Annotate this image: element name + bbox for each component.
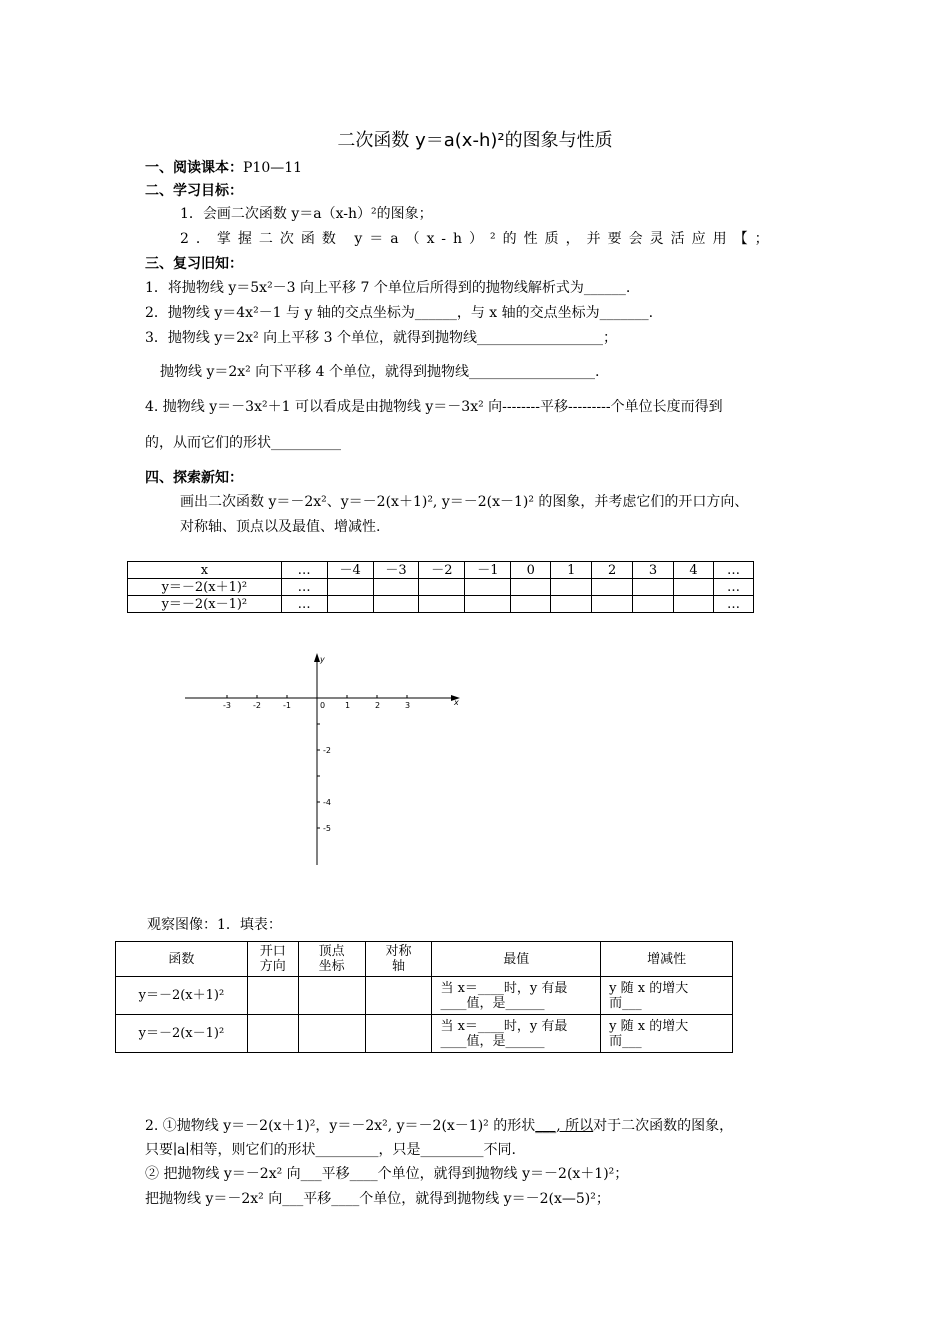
section-explore-label: 四、探索新知： <box>145 470 243 486</box>
x-tick-label: 2 <box>375 701 381 710</box>
y-axis-label: y <box>320 655 325 664</box>
cell: … <box>281 562 327 579</box>
explore-2: 对称轴、顶点以及最值、增减性. <box>180 519 381 535</box>
cell[interactable] <box>511 579 551 596</box>
goal-2: 2．掌握二次函数 y＝a（x-h）²的性质，并要会灵活应用【； <box>180 231 776 247</box>
y-tick-label: -2 <box>323 746 331 755</box>
table-row <box>116 977 733 1015</box>
section-review-label: 三、复习旧知： <box>145 256 243 272</box>
cell[interactable] <box>633 596 674 613</box>
header-line: 开口 <box>259 944 286 959</box>
cell[interactable] <box>633 579 674 596</box>
origin-label: 0 <box>320 701 326 710</box>
part2-line-2: 只要∣a∣相等，则它们的形状_________，只是_________不同. <box>145 1142 516 1158</box>
cell[interactable] <box>551 579 592 596</box>
cell: 最值 <box>432 942 601 977</box>
table-row <box>128 596 754 613</box>
cell: y＝－2(x－1)² <box>116 1015 248 1053</box>
cell-line: 而___ <box>609 995 642 1011</box>
review-4a: 4. 抛物线 y＝－3x²＋1 可以看成是由抛物线 y＝－3x² 向--------平移---------个单位长度而得到 <box>145 399 723 415</box>
table-row <box>116 1015 733 1053</box>
cell: y＝－2(x－1)² <box>128 596 282 613</box>
cell[interactable] <box>419 579 465 596</box>
x-tick-label: -3 <box>223 701 231 710</box>
page-title: 二次函数 y＝a(x-h)²的图象与性质 <box>337 130 613 151</box>
part2-line-1 <box>145 1115 733 1135</box>
cell[interactable] <box>551 596 592 613</box>
cell-line: 而___ <box>609 1033 642 1049</box>
x-axis-label: x <box>454 698 459 707</box>
cell[interactable] <box>601 977 733 1015</box>
cell[interactable] <box>365 977 432 1015</box>
part2-text: 2. ①抛物线 y＝－2(x＋1)²，y＝－2x², y＝－2(x－1)² 的形状 <box>145 1118 536 1134</box>
header-line: 坐标 <box>318 959 345 974</box>
cell[interactable] <box>373 596 419 613</box>
cell[interactable] <box>592 579 633 596</box>
x-tick-label: 1 <box>345 701 351 710</box>
x-tick-label: -2 <box>253 701 261 710</box>
section-label: 一、阅读课本： <box>145 160 243 176</box>
cell[interactable] <box>592 596 633 613</box>
cell[interactable] <box>465 579 511 596</box>
cell: 2 <box>592 562 633 579</box>
part2-text: 对于二次函数的图象， <box>593 1118 734 1134</box>
header-line: 对称 <box>385 944 412 959</box>
cell-line: y 随 x 的增大 <box>609 1018 689 1034</box>
goal-1: 1．会画二次函数 y＝a（x-h）²的图象； <box>180 206 433 222</box>
cell: … <box>281 596 327 613</box>
value-table <box>127 561 754 613</box>
property-table <box>115 941 733 1053</box>
cell[interactable] <box>298 977 365 1015</box>
part2-line-3: ② 把抛物线 y＝－2x² 向___平移____个单位，就得到抛物线 y＝－2(x＋1)²； <box>145 1166 629 1182</box>
header-line: 方向 <box>259 959 286 974</box>
cell: … <box>713 596 753 613</box>
part2-line-4: 把抛物线 y＝－2x² 向___平移____个单位，就得到抛物线 y＝－2(x—5)²； <box>145 1191 610 1207</box>
part2-underlined: ___, 所以 <box>535 1118 594 1134</box>
value-table-header <box>128 562 754 579</box>
cell[interactable] <box>432 1015 601 1053</box>
review-1: 1．将抛物线 y＝5x²－3 向上平移 7 个单位后所得到的抛物线解析式为______. <box>145 280 631 296</box>
cell[interactable] <box>601 1015 733 1053</box>
y-tick-label: -5 <box>323 824 331 833</box>
review-3b: 抛物线 y＝2x² 向下平移 4 个单位，就得到抛物线__________________. <box>160 364 600 380</box>
cell: 3 <box>633 562 674 579</box>
header-line: 轴 <box>391 959 405 974</box>
cell: … <box>713 562 753 579</box>
cell: 0 <box>511 562 551 579</box>
section-goals-label: 二、学习目标： <box>145 183 243 199</box>
cell[interactable] <box>373 579 419 596</box>
cell: 增减性 <box>601 942 733 977</box>
cell: … <box>281 579 327 596</box>
cell[interactable] <box>298 1015 365 1053</box>
x-tick-label: 3 <box>405 701 411 710</box>
cell[interactable] <box>327 596 373 613</box>
review-3: 3．抛物线 y＝2x² 向上平移 3 个单位，就得到抛物线__________________； <box>145 330 617 346</box>
review-4b: 的，从而它们的形状__________ <box>145 435 341 451</box>
cell[interactable] <box>365 1015 432 1053</box>
cell[interactable] <box>465 596 511 613</box>
cell: －4 <box>327 562 373 579</box>
cell: －3 <box>373 562 419 579</box>
cell[interactable] <box>674 579 714 596</box>
cell: y＝－2(x＋1)² <box>116 977 248 1015</box>
cell-line: ____值，是______ <box>440 1033 545 1049</box>
cell <box>247 942 298 977</box>
table-row <box>128 579 754 596</box>
cell <box>298 942 365 977</box>
reading-pages: P10—11 <box>243 160 303 176</box>
cell[interactable] <box>247 977 298 1015</box>
y-tick-label: -4 <box>323 798 331 807</box>
observe-label: 观察图像：1．填表： <box>147 917 282 933</box>
cell-line: 当 x＝____时，y 有最 <box>440 1018 568 1034</box>
cell[interactable] <box>674 596 714 613</box>
cell <box>365 942 432 977</box>
explore-1: 画出二次函数 y＝－2x²、y＝－2(x＋1)², y＝－2(x－1)² 的图象，并考虑它们的开口方向、 <box>180 494 749 510</box>
cell: －1 <box>465 562 511 579</box>
cell[interactable] <box>247 1015 298 1053</box>
coordinate-axes <box>180 645 470 870</box>
header-line: 顶点 <box>318 944 345 959</box>
cell: … <box>713 579 753 596</box>
cell-line: 当 x＝____时，y 有最 <box>440 980 568 996</box>
cell: 函数 <box>116 942 248 977</box>
cell[interactable] <box>327 579 373 596</box>
cell: x <box>128 562 282 579</box>
property-table-header <box>116 942 733 977</box>
cell: －2 <box>419 562 465 579</box>
review-2: 2．抛物线 y＝4x²－1 与 y 轴的交点坐标为______，与 x 轴的交点坐标为_______. <box>145 305 654 321</box>
section-reading <box>145 157 302 177</box>
x-tick-label: -1 <box>283 701 291 710</box>
cell: 1 <box>551 562 592 579</box>
cell: y＝－2(x＋1)² <box>128 579 282 596</box>
cell: 4 <box>674 562 714 579</box>
cell[interactable] <box>419 596 465 613</box>
cell[interactable] <box>432 977 601 1015</box>
cell-line: ____值，是______ <box>440 995 545 1011</box>
cell-line: y 随 x 的增大 <box>609 980 689 996</box>
cell[interactable] <box>511 596 551 613</box>
